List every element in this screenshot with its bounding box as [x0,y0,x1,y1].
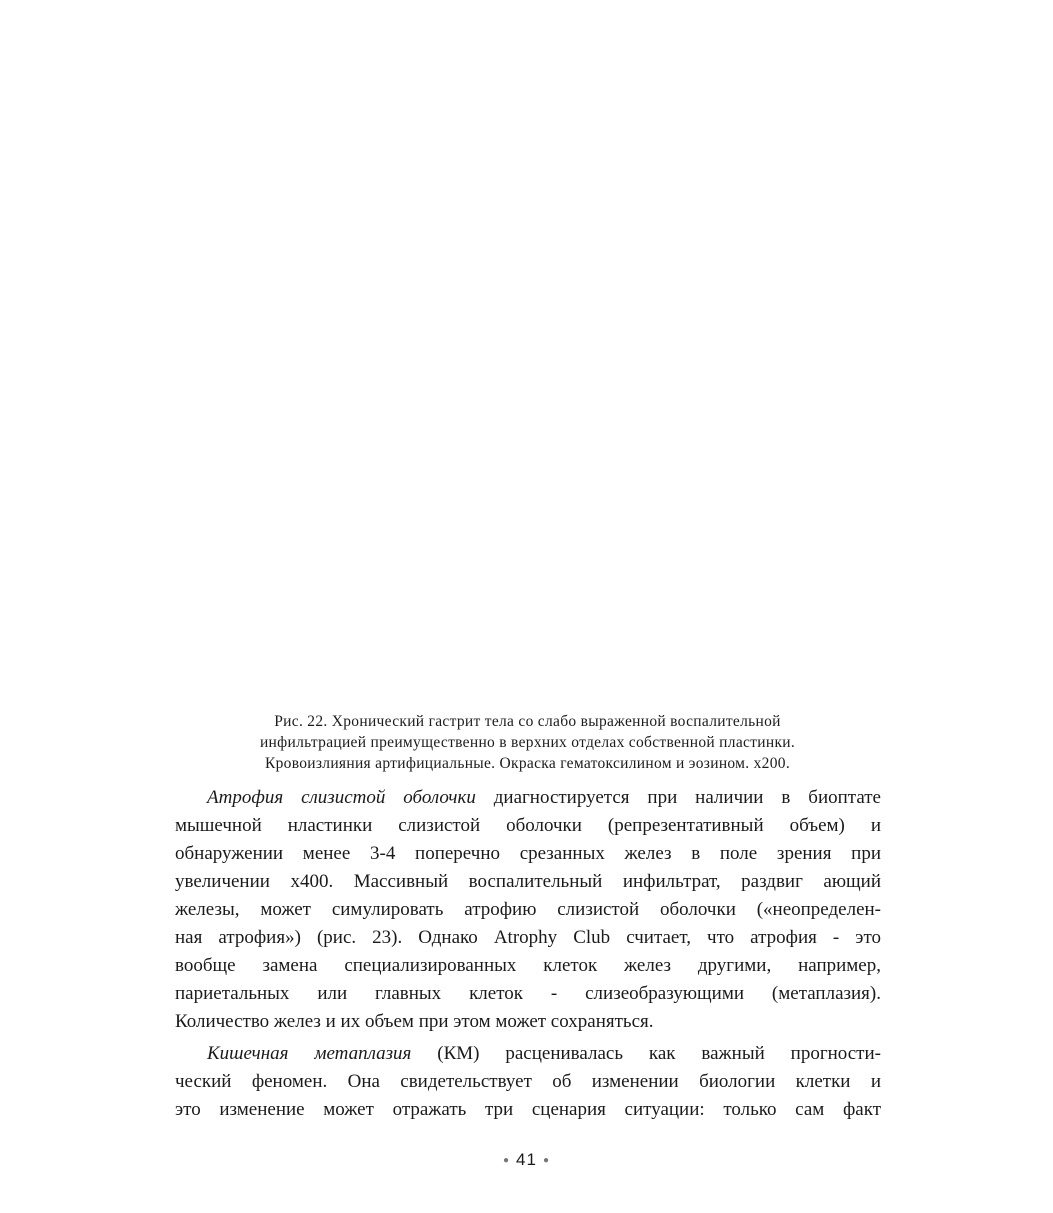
page-number [0,1150,1053,1170]
text-line: железы, может симулировать атрофию слизистой оболочки («неопределен- [175,899,881,920]
text-line: Количество желез и их объем при этом может сохраняться. [175,1011,654,1032]
page-number-value: 41 [516,1150,537,1169]
text-line: ная атрофия») (рис. 23). Однако Atrophy Club считает, что атрофия - это [175,927,881,948]
paragraph-intestinal-metaplasia [175,1040,881,1124]
page-number-dot-left: ● [502,1155,511,1167]
figure-image-area [175,20,880,700]
text-fragment: диагностируется при наличии в биоптате [475,787,881,808]
text-line: обнаружении менее 3-4 поперечно срезанных желез в поле зрения при [175,843,881,864]
body-text [175,784,881,1124]
italic-term: Кишечная метаплазия [207,1043,412,1064]
paragraph-atrophy [175,784,881,1036]
text-line: париетальных или главных клеток - слизеобразующими (метаплазия). [175,983,881,1004]
text-line: вообще замена специализированных клеток желез другими, например, [175,955,881,976]
text-fragment: (КМ) расценивалась как важный прогности- [411,1043,881,1064]
text-line: мышечной нластинки слизистой оболочки (репрезентативный объем) и [175,815,881,836]
figure-caption [175,711,880,774]
caption-line: инфильтрацией преимущественно в верхних отделах собственной пластинки. [259,734,796,751]
caption-line: Рис. 22. Хронический гастрит тела со слабо выраженной воспалительной [274,713,781,730]
italic-term: Атрофия слизистой оболочки [207,787,476,808]
text-line: увеличении х400. Массивный воспалительный инфильтрат, раздвиг ающий [175,871,881,892]
text-line: ческий феномен. Она свидетельствует об изменении биологии клетки и [175,1071,881,1092]
text-line [175,1040,881,1068]
page-number-dot-right: ● [542,1155,550,1167]
text-line: это изменение может отражать три сценария ситуации: только сам факт [175,1099,881,1120]
caption-line: Кровоизлияния артифициальные. Окраска гематоксилином и эозином. х200. [264,755,791,772]
text-line [175,784,881,812]
